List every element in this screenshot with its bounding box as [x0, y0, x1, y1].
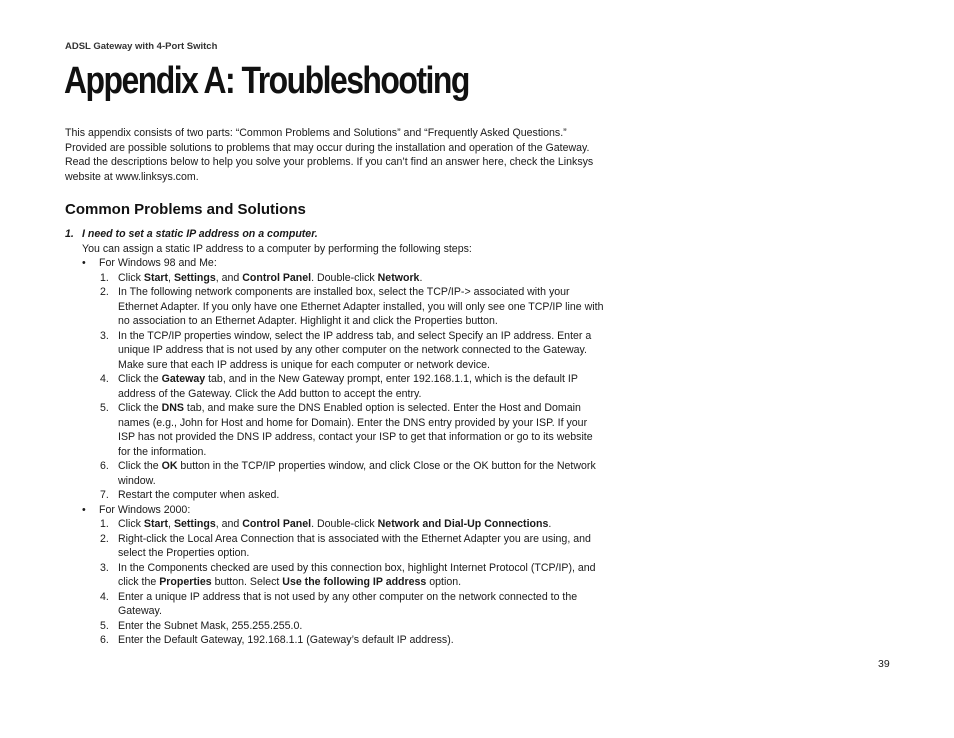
step-item	[65, 488, 605, 503]
step-item	[65, 590, 605, 619]
step-emphasis: Gateway	[161, 373, 206, 385]
step-item	[65, 619, 605, 634]
step-number: 3.	[100, 561, 109, 574]
step-text: Click the	[118, 373, 162, 385]
step-item	[65, 517, 605, 532]
step-item	[65, 329, 605, 373]
step-number: 5.	[100, 402, 109, 414]
page-title: Appendix A: Troubleshooting	[64, 60, 469, 102]
step-text: .	[548, 518, 552, 530]
step-text: option.	[426, 576, 462, 588]
step-emphasis: Properties	[159, 576, 212, 588]
step-number: 6.	[100, 460, 109, 472]
problem-intro: You can assign a static IP address to a computer by performing the following steps:	[82, 242, 472, 255]
step-list	[65, 271, 605, 503]
problem-title: I need to set a static IP address on a computer.	[82, 228, 318, 240]
step-text: Click the	[118, 402, 162, 414]
step-emphasis: Control Panel	[242, 518, 312, 530]
step-text: . Double-click	[311, 518, 378, 530]
bullet-icon: •	[82, 257, 86, 269]
step-text: Click	[118, 518, 144, 530]
page-number: 39	[878, 658, 890, 670]
instruction-group	[65, 503, 605, 648]
step-text: tab, and in the New Gateway prompt, enter 192.168.1.1, which is the default IP address of the Gateway. Click the Add button to accept the entry.	[118, 373, 578, 400]
intro-paragraph: This appendix consists of two parts: “Common Problems and Solutions” and “Frequently Asked Questions.” Provided are possible solutions to problems that may occur during the installation and operation of the Gateway. Read the descriptions below to help you solve your problems. If you can’t find an answer here, check the Linksys website at www.linksys.com.	[65, 127, 594, 183]
step-emphasis: Settings	[173, 271, 216, 284]
step-text: , and	[215, 518, 243, 530]
step-text: Click	[118, 271, 144, 284]
step-text: . Double-click	[311, 271, 378, 284]
step-text: Right-click the Local Area Connection that is associated with the Ethernet Adapter you are using, and select the Properties option.	[118, 532, 591, 559]
step-text: tab, and make sure the DNS Enabled option is selected. Enter the Host and Domain names (e.g., John for Host and home for Domain). Enter the DNS entry provided by your ISP. If your ISP has not provided the DNS IP address, contact your ISP to get that information or go to its website for the information.	[118, 402, 593, 458]
step-number: 2.	[100, 532, 109, 545]
step-emphasis: OK	[161, 460, 178, 472]
step-text: Click the	[118, 460, 162, 472]
step-number: 1.	[100, 518, 109, 530]
step-number: 1.	[100, 271, 109, 284]
step-text: ,	[168, 271, 174, 284]
step-text: In The following network components are installed box, select the TCP/IP-> associated with your Ethernet Adapter. If you only have one Ethernet Adapter installed, you will only see one TCP/IP line with no association to an Ethernet Adapter. Highlight it and click the Properties button.	[118, 286, 604, 327]
step-text: button. Select	[211, 576, 283, 588]
step-number: 7.	[100, 489, 109, 501]
step-number: 5.	[100, 619, 109, 632]
step-item	[65, 633, 605, 648]
step-item	[65, 532, 605, 561]
step-text: Restart the computer when asked.	[118, 489, 280, 501]
step-text: In the TCP/IP properties window, select the IP address tab, and select Specify an IP address. Enter a unique IP address that is not used by any other computer on the network connected to the Gateway. Make sure that each IP address is unique for each computer or network device.	[118, 329, 592, 371]
step-emphasis: Control Panel	[242, 271, 312, 284]
step-text: ,	[168, 518, 174, 530]
step-item	[65, 459, 605, 488]
bullet-label: For Windows 2000:	[99, 503, 191, 516]
step-number: 4.	[100, 373, 109, 385]
step-emphasis: DNS	[161, 402, 184, 414]
step-item	[65, 271, 605, 286]
step-text: Enter the Subnet Mask, 255.255.255.0.	[118, 619, 303, 632]
step-emphasis: Start	[143, 271, 169, 284]
step-text: Enter a unique IP address that is not used by any other computer on the network connected to the Gateway.	[118, 590, 578, 617]
section-heading: Common Problems and Solutions	[65, 201, 306, 218]
step-item	[65, 285, 605, 329]
step-item	[65, 401, 605, 459]
running-header: ADSL Gateway with 4-Port Switch	[65, 41, 218, 52]
instruction-group	[65, 256, 605, 503]
step-emphasis: Use the following IP address	[282, 576, 427, 588]
step-text: , and	[215, 271, 243, 284]
bullet-icon: •	[82, 503, 86, 516]
step-number: 4.	[100, 590, 109, 603]
step-text: button in the TCP/IP properties window, and click Close or the OK button for the Network window.	[118, 460, 596, 487]
step-number: 6.	[100, 634, 109, 646]
bullet-label: For Windows 98 and Me:	[99, 257, 217, 269]
step-number: 3.	[100, 329, 109, 342]
problem-heading	[65, 227, 605, 242]
step-emphasis: Start	[143, 518, 169, 530]
step-emphasis: Network and Dial-Up Connections	[377, 518, 549, 530]
bullet-item	[82, 256, 605, 271]
step-emphasis: Network	[377, 271, 420, 284]
problem-number: 1.	[65, 228, 74, 240]
step-text: .	[419, 271, 423, 284]
troubleshooting-content	[65, 227, 605, 648]
step-text: In the Components checked are used by this connection box, highlight Internet Protocol (TCP/IP), and click the	[118, 561, 596, 588]
step-emphasis: Settings	[173, 518, 216, 530]
step-number: 2.	[100, 286, 109, 298]
step-list	[65, 517, 605, 648]
step-item	[65, 561, 605, 590]
step-item	[65, 372, 605, 401]
step-text: Enter the Default Gateway, 192.168.1.1 (Gateway’s default IP address).	[118, 634, 454, 646]
instruction-groups	[65, 256, 605, 648]
bullet-item	[82, 503, 605, 518]
